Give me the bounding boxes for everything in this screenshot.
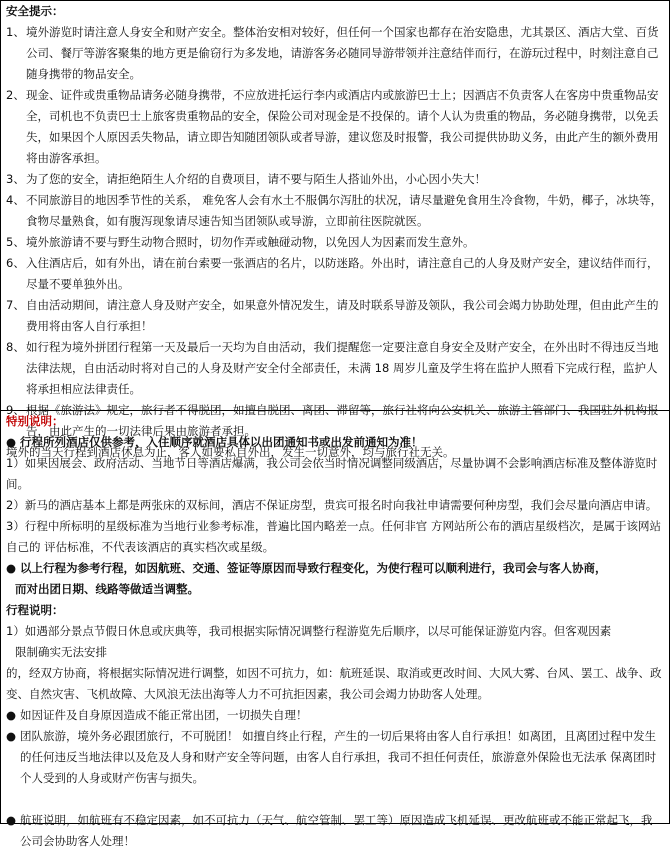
safety-item <box>6 190 663 232</box>
itinerary-heading: 行程说明： <box>6 603 64 617</box>
safety-item <box>6 22 663 85</box>
safety-item-text: 境外旅游请不要与野生动物合照时，切勿作弄或触碰动物，以免因人为因素而发生意外。 <box>26 235 475 249</box>
safety-item-text: 自由活动期间，请注意人身及财产安全，如果意外情况发生，请及时联系导游及领队，我公司会竭力协助处理，但由此产生的费用将由客人自行承担！ <box>26 298 659 333</box>
itinerary-para-1b: 限制确实无法安排 <box>15 645 107 659</box>
safety-footer: 境外的当天行程到酒店休息为止，客人如要私自外出，发生一切意外，均与旅行社无关。 <box>6 445 455 459</box>
bullet-list <box>6 705 663 789</box>
hotel-point: 3）行程中所标明的星级标准为当地行业参考标准，普遍比国内略差一点。任何非官 方网站所公布的酒店星级档次，是属于该网站自己的 评估标准，不代表该酒店的真实档次或星级。 <box>6 519 661 554</box>
spacer <box>6 789 663 810</box>
safety-item-text: 为了您的安全，请拒绝陌生人介绍的自费项目，请不要与陌生人搭讪外出，小心因小失大！ <box>26 172 486 186</box>
bullet-item <box>6 705 663 726</box>
safety-item-text: 不同旅游目的地因季节性的关系， 难免客人会有水土不服偶尔泻肚的状况，请尽量避免食用生冷食物，牛奶，椰子，冰块等，食物尽量熟食，如有腹泻现象请尽速告知当团领队或导游，立即前往医院就医。 <box>26 193 663 228</box>
itinerary-reference-note: ● 以上行程为参考行程，如因航班、交通、签证等原因而导致行程变化，为使行程可以顺利进行，我司会与客人协商， <box>6 558 663 579</box>
safety-item-text: 入住酒店后，如有外出，请在前台索要一张酒店的名片，以防迷路。外出时，请注意自己的人身及财产安全，建议结伴而行，尽量不要单独外出。 <box>26 256 659 291</box>
safety-item <box>6 253 663 295</box>
safety-list <box>6 22 663 442</box>
bullet-icon: ● <box>6 435 17 449</box>
safety-item-number: 4、 <box>6 193 25 207</box>
safety-item <box>6 295 663 337</box>
safety-item-text: 如行程为境外拼团行程第一天及最后一天均为自由活动，我们提醒您一定要注意自身安全及财产安全，在外出时不得违反当地法律法规，自由活动时将对自己的人身及财产安全付全部责任，未满 18 周岁儿童及学生将在监护人照看下完成行程，监护人将承担相应法律责任。 <box>26 340 659 396</box>
safety-item-number: 1、 <box>6 25 25 39</box>
special-heading: 特别说明： <box>6 414 64 428</box>
bullet-icon: ● <box>6 708 17 722</box>
safety-item <box>6 85 663 169</box>
bullet-text: 团队旅游，境外务必跟团旅行，不可脱团！ 如擅自终止行程，产生的一切后果将由客人自行承担！如离团，且离团过程中发生的任何违反当地法律以及危及人身和财产安全等问题，由客人自行承担，我司不担任何责任，旅游意外保险也无法承 保离团时个人受到的人身或财产伤害与损失。 <box>20 729 657 785</box>
safety-item-number: 6、 <box>6 256 25 270</box>
flight-note: ● 航班说明，如航班有不稳定因素，如不可抗力（天气、航空管制、罢工等）原因造成飞机延误、更改航班或不能正常起飞，我公司会协助客人处理！ <box>6 810 663 852</box>
safety-item-text: 境外游览时请注意人身安全和财产安全。整体治安相对较好，但任何一个国家也都存在治安隐患，尤其景区、酒店大堂、百货公司、餐厅等游客聚集的地方更是偷窃行为多发地，请游客务必随同导游带领并注意结伴而行，在游玩过程中，时刻注意自己随身携带的物品安全。 <box>26 25 659 81</box>
itinerary-reference-note-cont: 而对出团日期、线路等做适当调整。 <box>15 582 199 596</box>
safety-item <box>6 232 663 253</box>
safety-item-text: 根据《旅游法》规定，旅行者不得脱团，如擅自脱团、离团、滞留等，旅行社将向公安机关、旅游主管部门、我国驻外机构报告，由此产生的一切法律后果由旅游者承担。 <box>26 403 659 438</box>
safety-item-number: 3、 <box>6 172 25 186</box>
bullet-icon: ● <box>6 813 17 827</box>
bullet-text: 如因证件及自身原因造成不能正常出团，一切损失自理！ <box>20 708 308 722</box>
safety-item-number: 8、 <box>6 340 25 354</box>
safety-heading: 安全提示： <box>6 4 64 18</box>
hotel-reference-note: ● 行程所列酒店仅供参考，入住顺序就酒店具体以出团通知书或出发前通知为准！ <box>6 432 663 453</box>
safety-item-number: 7、 <box>6 298 25 312</box>
bullet-item <box>6 726 663 789</box>
hotel-points <box>6 453 663 558</box>
special-section <box>1 411 669 852</box>
safety-item <box>6 337 663 400</box>
safety-item-text: 现金、证件或贵重物品请务必随身携带，不应放进托运行李内或酒店内或旅游巴士上；因酒店不负责客人在客房中贵重物品安全，司机也不负责巴士上旅客贵重物品的安全，保险公司对现金是不投保的。请个人认为贵重的物品，务必随身携带，以免丢失，如果因个人原因丢失物品，请立即告知随团领队或者导游，建议您及时报警，我公司提供协助义务，由此产生的额外费用将由游客承担。 <box>26 88 659 165</box>
safety-item-number: 5、 <box>6 235 25 249</box>
itinerary-para-1a: 1）如遇部分景点节假日休息或庆典等，我司根据实际情况调整行程游览先后顺序，以尽可能保证游览内容。但客观因素 <box>6 624 612 638</box>
safety-item-number: 2、 <box>6 88 25 102</box>
itinerary-para-1c: 的，经双方协商，将根据实际情况进行调整，如因不可抗力，如：航班延误、取消或更改时间、大风大雾、台风、罢工、战争、政变、自然灾害、飞机故障、大风浪无法出海等人力不可抗拒因素，我公司会竭力协助客人处理。 <box>6 666 662 701</box>
bullet-icon: ● <box>6 729 17 743</box>
hotel-point: 2）新马的酒店基本上都是两张床的双标间，酒店不保证房型，贵宾可报名时向我社申请需要何种房型，我们会尽量向酒店申请。 <box>6 498 658 512</box>
safety-item-number: 9、 <box>6 403 25 417</box>
safety-item <box>6 169 663 190</box>
hotel-point: 1）如果因展会、政府活动、当地节日等酒店爆满，我公司会依当时情况调整同级酒店，尽量协调不会影响酒店标准及整体游览时间。 <box>6 456 658 491</box>
bullet-icon: ● <box>6 561 17 575</box>
